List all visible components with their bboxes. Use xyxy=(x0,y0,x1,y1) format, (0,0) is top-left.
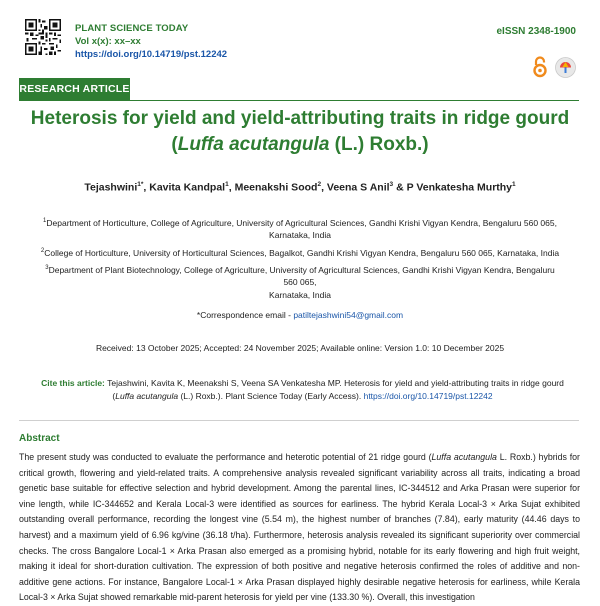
correspondence-email-link[interactable]: patiltejashwini54@gmail.com xyxy=(293,310,404,320)
crossmark-icon[interactable] xyxy=(555,57,576,78)
author-separator: , xyxy=(143,181,150,194)
abstract-text: The present study was conducted to evaluate the performance and heterotic potential of 21 ridge gourd ( xyxy=(19,452,432,462)
abstract-text-2: L. Roxb.) hybrids for critical growth, flowering and yield-related traits. A comprehensive analysis revealed significant variability across all traits, indicating a broad genetic base suitable for effective selection and hybrid development. Among the parental lines, IC-344512 and Arka Prasan were superior for vine length, while IC-344652 and Kerala Local-3 were identified as sources for earliness. The hybrid Kerala Local-3 × Arka Sujat exhibited outstanding overall performance, recording the longest vine (5.54 m), the highest number of branches (7.84), early maturity (44.46 days to harvest) and a maximum yield of 6.96 kg/vine (36.18 t/ha). Furthermore, heterosis analysis revealed its significant superiority over commercial checks. The cross Bangalore Local-1 × Arka Prasan also emerged as a promising hybrid, notable for its early flowering and high fruit weight, making it ideal for short-duration cultivation. The expression of both positive and negative heterosis confirmed the roles of additive and non-additive gene actions. For instance, Bangalore Local-1 × Arka Prasan displayed highly desirable negative heterosis for earliness, while Kerala Local-3 × Arka Sujat showed remarkable mid-parent heterosis for yield per vine (133.30 %). Overall, this investigation xyxy=(19,452,580,603)
affiliation-text: College of Horticulture, University of Horticultural Sciences, Bagalkot, Gandhi Krishi Vigyan Kendra, Bengaluru 560 065, Karnataka, India xyxy=(44,247,560,258)
affiliation-text: Department of Plant Biotechnology, College of Agriculture, University of Agricultural Sciences, Gandhi Krishi Vigyan Kendra, Bengaluru 560 065, xyxy=(48,264,555,288)
affiliation-3 xyxy=(40,262,560,301)
abstract-species: Luffa acutangula xyxy=(431,452,497,462)
affiliation-line: Karnataka, India xyxy=(269,230,331,241)
citation-text: Tejashwini, Kavita K, Meenakshi S, Veena SA Venkatesha MP. Heterosis for yield and yield-attributing traits in ridge gourd ( xyxy=(104,378,564,401)
eissn: eISSN 2348-1900 xyxy=(496,26,576,37)
correspondence-label: *Correspondence email - xyxy=(196,310,291,320)
citation-text-2: (L.) Roxb.). Plant Science Today (Early Access). xyxy=(178,390,364,401)
author-sup: 1 xyxy=(225,181,229,188)
title-line-2 xyxy=(10,132,590,158)
citation-doi-link[interactable]: https://doi.org/10.14719/pst.12242 xyxy=(363,390,493,401)
affiliation-line xyxy=(40,262,560,289)
author-sup: 2 xyxy=(317,181,322,188)
open-access-icon[interactable] xyxy=(533,56,547,78)
citation xyxy=(40,377,565,402)
author-name: Veena S Anil xyxy=(326,181,390,194)
author-name: Kavita Kandpal xyxy=(149,181,226,194)
title-rest: (L.) Roxb.) xyxy=(329,134,429,155)
correspondence xyxy=(0,310,600,320)
author-name: P Venkatesha Murthy xyxy=(406,181,513,194)
affiliation-line xyxy=(40,245,560,259)
author-sup: 1* xyxy=(137,181,144,188)
header-divider xyxy=(19,100,579,101)
volume-info: Vol x(x): xx–xx xyxy=(75,36,141,47)
affiliation-line: Karnataka, India xyxy=(269,289,331,300)
journal-info xyxy=(75,22,227,61)
doi-link[interactable]: https://doi.org/10.14719/pst.12242 xyxy=(75,49,228,60)
author-separator: & xyxy=(393,181,407,194)
author-separator: , xyxy=(321,181,327,194)
affiliation-2 xyxy=(40,245,560,259)
affiliation-text: Department of Horticulture, College of Agriculture, University of Agricultural Sciences, Gandhi Krishi Vigyan Kendra, Bengaluru 560 065, xyxy=(46,217,557,228)
author-separator: , xyxy=(228,181,235,194)
section-divider xyxy=(19,420,579,421)
author-sup: 1 xyxy=(512,181,516,188)
citation-species: Luffa acutangula xyxy=(115,390,179,401)
journal-name: PLANT SCIENCE TODAY xyxy=(75,23,189,34)
abstract-heading: Abstract xyxy=(19,433,60,444)
author-name: Tejashwini xyxy=(84,181,138,194)
author-sup: 3 xyxy=(389,181,394,188)
affiliation-1 xyxy=(40,215,560,242)
qr-code-icon xyxy=(25,19,61,55)
abstract-body xyxy=(19,450,580,606)
affiliation-sup: 1 xyxy=(43,218,47,224)
title-line-1: Heterosis for yield and yield-attributing traits in ridge gourd xyxy=(30,108,570,129)
title-species: Luffa acutangula xyxy=(177,134,330,155)
affiliation-sup: 2 xyxy=(40,248,45,254)
author-list xyxy=(0,181,600,194)
author-name: Meenakshi Sood xyxy=(234,181,318,194)
publication-dates: Received: 13 October 2025; Accepted: 24 November 2025; Available online: Version 1.0: 10 December 2025 xyxy=(95,343,505,353)
affiliation-sup: 3 xyxy=(45,265,49,271)
research-article-badge: RESEARCH ARTICLE xyxy=(19,78,130,101)
article-title xyxy=(10,106,590,158)
citation-label: Cite this article: xyxy=(41,378,105,388)
title-paren: ( xyxy=(171,134,178,155)
affiliation-line xyxy=(40,215,560,229)
